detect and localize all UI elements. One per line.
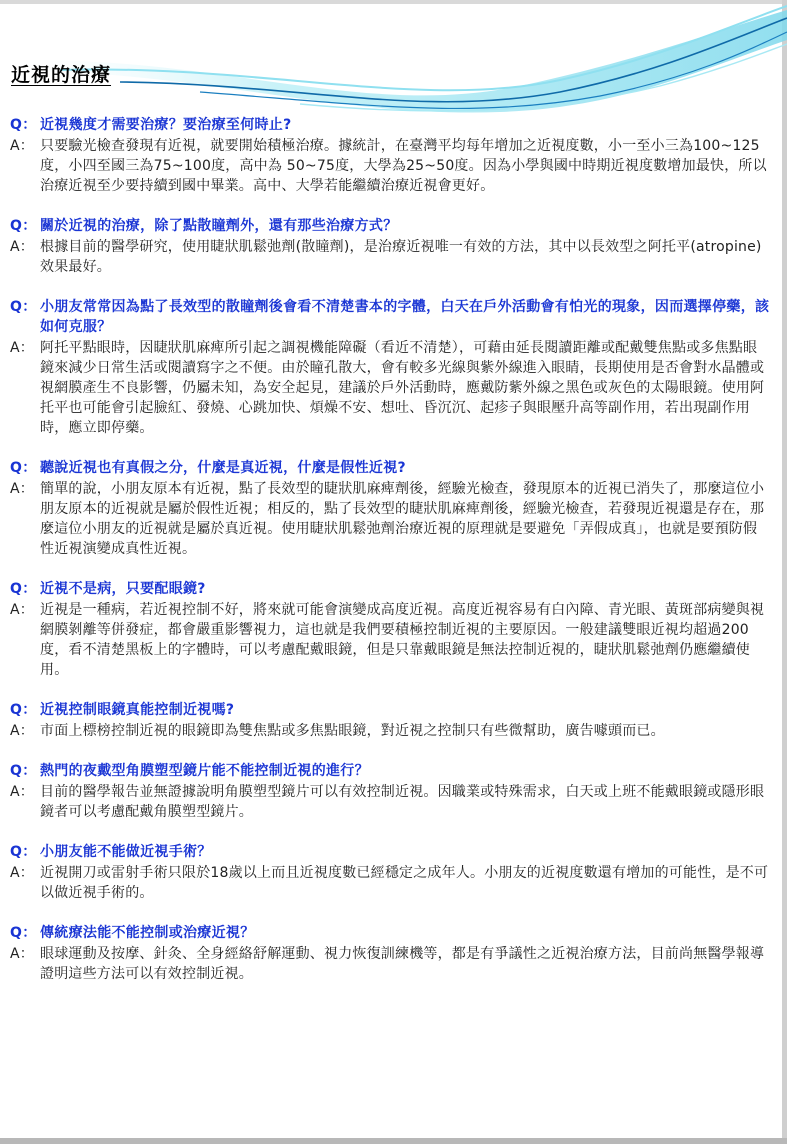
question [10, 761, 770, 781]
answer-label: A： [10, 239, 34, 255]
question-label: Q： [10, 702, 37, 718]
question [10, 216, 770, 236]
page-title: 近視的治療 [11, 64, 112, 86]
question [10, 297, 770, 337]
question-label: Q： [10, 117, 37, 133]
qa-item [10, 761, 770, 822]
answer [10, 721, 770, 741]
answer-text: 目前的醫學報告並無證據說明角膜塑型鏡片可以有效控制近視。因職業或特殊需求，白天或上班不能戴眼鏡或隱形眼鏡者可以考慮配戴角膜塑型鏡片。 [40, 784, 765, 820]
question-label: Q： [10, 218, 37, 234]
question-text: 小朋友能不能做近視手術？ [40, 844, 212, 860]
answer-text: 眼球運動及按摩、針灸、全身經絡舒解運動、視力恢復訓練機等，都是有爭議性之近視治療方法，目前尚無醫學報導證明這些方法可以有效控制近視。 [40, 946, 765, 982]
answer [10, 237, 770, 277]
question-label: Q： [10, 460, 37, 476]
answer [10, 600, 770, 680]
question-text: 近視幾度才需要治療？要治療至何時止? [40, 117, 292, 133]
qa-item [10, 923, 770, 984]
question-text: 傳統療法能不能控制或治療近視？ [40, 925, 255, 941]
qa-item [10, 115, 770, 196]
answer-text: 近視是一種病，若近視控制不好，將來就可能會演變成高度近視。高度近視容易有白內障、青光眼、黃斑部病變與視網膜剝離等併發症，都會嚴重影響視力，這也就是我們要積極控制近視的主要原因。一般建議雙眼近視均超過200度，看不清楚黑板上的字體時，可以考慮配戴眼鏡，但是只靠戴眼鏡是無法控制近視的，睫狀肌鬆弛劑仍應繼續使用。 [40, 602, 765, 678]
question [10, 923, 770, 943]
question-text: 小朋友常常因為點了長效型的散瞳劑後會看不清楚書本的字體，白天在戶外活動會有怕光的現象，因而選擇停藥，該如何克服？ [40, 299, 770, 335]
question [10, 700, 770, 720]
answer-label: A： [10, 865, 34, 881]
question-text: 熱門的夜戴型角膜塑型鏡片能不能控制近視的進行？ [40, 763, 369, 779]
answer-text: 簡單的說，小朋友原本有近視，點了長效型的睫狀肌麻痺劑後，經驗光檢查，發現原本的近視已消失了，那麼這位小朋友原本的近視就是屬於假性近視；相反的，點了長效型的睫狀肌麻痺劑後，經驗光檢查，若發現近視還是存在，那麼這位小朋友的近視就是屬於真近視。使用睫狀肌鬆弛劑治療近視的原理就是要避免「弄假成真」，也就是要預防假性近視演變成真性近視。 [40, 481, 765, 557]
qa-item [10, 842, 770, 903]
answer-text: 根據目前的醫學研究，使用睫狀肌鬆弛劑(散瞳劑)，是治療近視唯一有效的方法，其中以長效型之阿托平(atropine)效果最好。 [40, 239, 762, 275]
answer-text: 市面上標榜控制近視的眼鏡即為雙焦點或多焦點眼鏡，對近視之控制只有些微幫助，廣告噱頭而已。 [40, 723, 665, 739]
question [10, 115, 770, 135]
header-wave-decoration [0, 0, 787, 130]
question [10, 579, 770, 599]
answer [10, 136, 770, 196]
qa-item [10, 579, 770, 680]
question-text: 近視控制眼鏡真能控制近視嗎? [40, 702, 235, 718]
answer-label: A： [10, 481, 34, 497]
answer-label: A： [10, 723, 34, 739]
answer-text: 阿托平點眼時，因睫狀肌麻痺所引起之調視機能障礙（看近不清楚），可藉由延長閱讀距離或配戴雙焦點或多焦點眼鏡來減少日常生活或閱讀寫字之不便。由於瞳孔散大，會有較多光線與紫外線進入眼睛，長期使用是否會對水晶體或視網膜產生不良影響，仍屬未知，為安全起見，建議於戶外活動時，應戴防紫外線之黑色或灰色的太陽眼鏡。使用阿托平也可能會引起臉紅、發燒、心跳加快、煩燥不安、想吐、昏沉沉、起疹子與眼壓升高等副作用，若出現副作用時，應立即停藥。 [40, 340, 765, 436]
qa-list [10, 115, 770, 1004]
answer [10, 863, 770, 903]
question-label: Q： [10, 925, 37, 941]
question-text: 聽說近視也有真假之分，什麼是真近視，什麼是假性近視? [40, 460, 406, 476]
right-border [782, 0, 787, 1144]
answer-text: 只要驗光檢查發現有近視，就要開始積極治療。據統計，在臺灣平均每年增加之近視度數，小一至小三為100~125度，小四至國三為75~100度，高中為 50~75度，大學為25~50度。因為小學與國中時期近視度數增加最快，所以治療近視至少要持續到國中畢業。高中、大學若能繼續治療近視會更好。 [40, 138, 767, 194]
question-label: Q： [10, 581, 37, 597]
question-label: Q： [10, 299, 37, 315]
question-text: 關於近視的治療，除了點散瞳劑外，還有那些治療方式？ [40, 218, 398, 234]
bottom-border [0, 1138, 787, 1144]
answer-label: A： [10, 602, 34, 618]
qa-item [10, 700, 770, 741]
answer-label: A： [10, 784, 34, 800]
answer [10, 479, 770, 559]
answer-label: A： [10, 946, 34, 962]
qa-item [10, 297, 770, 438]
answer [10, 782, 770, 822]
qa-item [10, 216, 770, 277]
answer [10, 944, 770, 984]
question-label: Q： [10, 763, 37, 779]
answer-text: 近視開刀或雷射手術只限於18歲以上而且近視度數已經穩定之成年人。小朋友的近視度數還有增加的可能性，是不可以做近視手術的。 [40, 865, 769, 901]
question [10, 458, 770, 478]
answer-label: A： [10, 340, 34, 356]
wave-band-light [0, 10, 787, 112]
question-text: 近視不是病，只要配眼鏡? [40, 581, 206, 597]
question-label: Q： [10, 844, 37, 860]
answer [10, 338, 770, 438]
answer-label: A： [10, 138, 34, 154]
qa-item [10, 458, 770, 559]
question [10, 842, 770, 862]
